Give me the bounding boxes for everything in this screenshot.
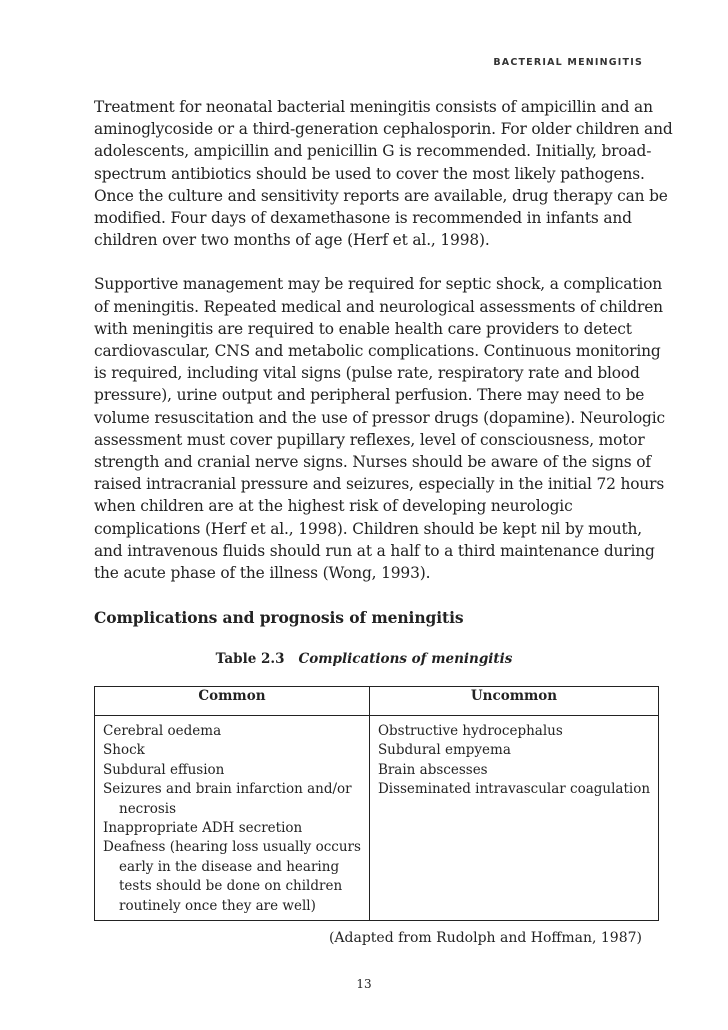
text-line: when children are at the highest risk of developing neurologic: [94, 497, 573, 516]
complications-table: [94, 686, 659, 921]
text-line: strength and cranial nerve signs. Nurses should be aware of the signs of: [94, 453, 651, 472]
list-item-continuation: routinely once they are well): [119, 897, 316, 914]
text-line: Once the culture and sensitivity reports are available, drug therapy can be: [94, 186, 668, 205]
text-line: children over two months of age (Herf et al., 1998).: [94, 231, 490, 250]
text-line: pressure), urine output and peripheral perfusion. There may need to be: [94, 386, 645, 405]
text-line: Treatment for neonatal bacterial meningitis consists of ampicillin and an: [94, 98, 653, 116]
text-line: the acute phase of the illness (Wong, 1993).: [94, 564, 431, 583]
table-title: Complications of meningitis: [298, 651, 513, 667]
list-item: Shock: [103, 742, 145, 759]
text-line: adolescents, ampicillin and penicillin G is recommended. Initially, broad-: [94, 142, 652, 161]
uncommon-cell: [369, 716, 658, 921]
list-item: Disseminated intravascular coagulation: [377, 781, 651, 798]
column-header-common: Common: [95, 687, 370, 716]
table-source: (Adapted from Rudolph and Hoffman, 1987): [328, 930, 642, 946]
text-line: assessment must cover pupillary reflexes, level of consciousness, motor: [94, 430, 645, 449]
list-item-continuation: early in the disease and hearing: [119, 858, 340, 875]
body-text: [94, 96, 673, 606]
list-item: Inappropriate ADH secretion: [103, 820, 303, 837]
table-row: [95, 716, 659, 921]
list-item: Seizures and brain infarction and/or: [103, 781, 352, 798]
column-header-uncommon: Uncommon: [369, 687, 658, 716]
paragraph-treatment: [94, 96, 673, 251]
list-item: Deafness (hearing loss usually occurs: [103, 839, 361, 856]
list-item: Cerebral oedema: [103, 723, 222, 739]
table-caption: [0, 651, 728, 667]
text-line: and intravenous fluids should run at a half to a third maintenance during: [94, 541, 655, 560]
text-line: is required, including vital signs (pulse rate, respiratory rate and blood: [94, 364, 640, 383]
table-number: Table 2.3: [215, 651, 285, 667]
page-number: 13: [356, 977, 372, 991]
running-head: BACTERIAL MENINGITIS: [493, 57, 643, 68]
text-line: modified. Four days of dexamethasone is recommended in infants and: [94, 209, 632, 228]
list-item: Obstructive hydrocephalus: [377, 723, 563, 739]
section-heading: Complications and prognosis of meningitis: [94, 608, 464, 627]
paragraph-supportive-management: [94, 273, 666, 584]
text-line: of meningitis. Repeated medical and neurological assessments of children: [94, 297, 663, 316]
list-item: Subdural empyema: [377, 742, 511, 759]
common-cell: [95, 716, 370, 921]
list-item-continuation: tests should be done on children: [119, 878, 343, 895]
text-line: complications (Herf et al., 1998). Children should be kept nil by mouth,: [94, 519, 643, 538]
list-item: Subdural effusion: [103, 761, 225, 778]
text-line: with meningitis are required to enable health care providers to detect: [94, 319, 632, 338]
text-line: cardiovascular, CNS and metabolic complications. Continuous monitoring: [94, 342, 661, 361]
text-line: raised intracranial pressure and seizures, especially in the initial 72 hours: [94, 475, 665, 494]
table-header-row: [95, 687, 659, 716]
list-item-continuation: necrosis: [119, 800, 176, 817]
list-item: Brain abscesses: [377, 761, 488, 778]
text-line: aminoglycoside or a third-generation cephalosporin. For older children and: [94, 120, 673, 139]
text-line: spectrum antibiotics should be used to cover the most likely pathogens.: [94, 164, 645, 183]
text-line: Supportive management may be required for septic shock, a complication: [94, 275, 662, 294]
text-line: volume resuscitation and the use of pressor drugs (dopamine). Neurologic: [94, 408, 666, 427]
